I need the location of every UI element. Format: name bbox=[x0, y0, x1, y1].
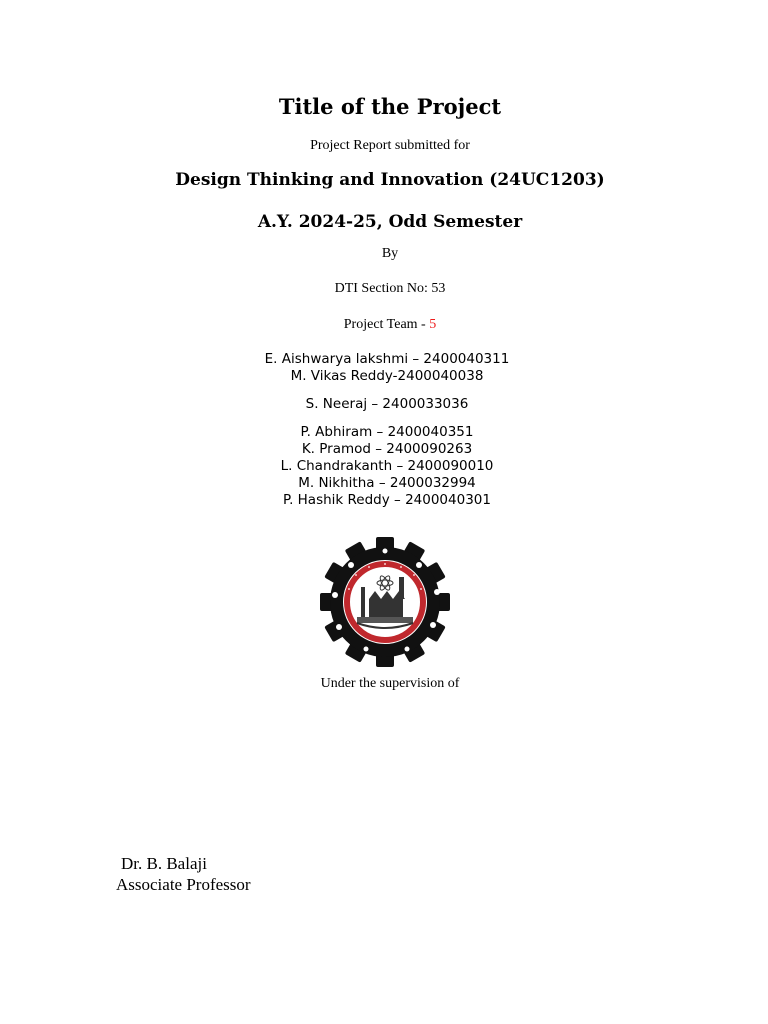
supervisor-block bbox=[116, 853, 251, 895]
course-name: Design Thinking and Innovation bbox=[175, 170, 484, 190]
supervisor-title: Associate Professor bbox=[116, 875, 251, 894]
project-team bbox=[0, 317, 768, 333]
member-line: P. Abhiram – 2400040351 bbox=[300, 424, 474, 440]
member-line: S. Neeraj – 2400033036 bbox=[305, 396, 469, 412]
member-line: E. Aishwarya lakshmi – 2400040311 bbox=[264, 351, 510, 367]
member-line: M. Nikhitha – 2400032994 bbox=[298, 475, 476, 491]
course-heading bbox=[0, 170, 768, 190]
member-group-2 bbox=[0, 396, 768, 413]
member-line: P. Hashik Reddy – 2400040301 bbox=[283, 492, 491, 508]
supervisor-name: Dr. B. Balaji bbox=[121, 854, 207, 873]
member-group-1 bbox=[0, 351, 768, 385]
section-number: DTI Section No: 53 bbox=[334, 281, 446, 296]
team-label: Project Team - bbox=[343, 317, 430, 332]
member-line: L. Chandrakanth – 2400090010 bbox=[280, 458, 494, 474]
team-number: 5 bbox=[429, 317, 437, 332]
member-line: M. Vikas Reddy-2400040038 bbox=[290, 368, 484, 384]
institution-gear-emblem-icon bbox=[311, 537, 459, 667]
supervision-label: Under the supervision of bbox=[320, 676, 460, 691]
member-group-3 bbox=[0, 424, 768, 509]
semester-heading: A.Y. 2024-25, Odd Semester bbox=[257, 212, 523, 232]
report-subtitle: Project Report submitted for bbox=[310, 138, 470, 153]
course-code: (24UC1203) bbox=[489, 170, 605, 190]
project-title: Title of the Project bbox=[278, 94, 502, 119]
by-label: By bbox=[381, 246, 399, 261]
member-line: K. Pramod – 2400090263 bbox=[301, 441, 473, 457]
